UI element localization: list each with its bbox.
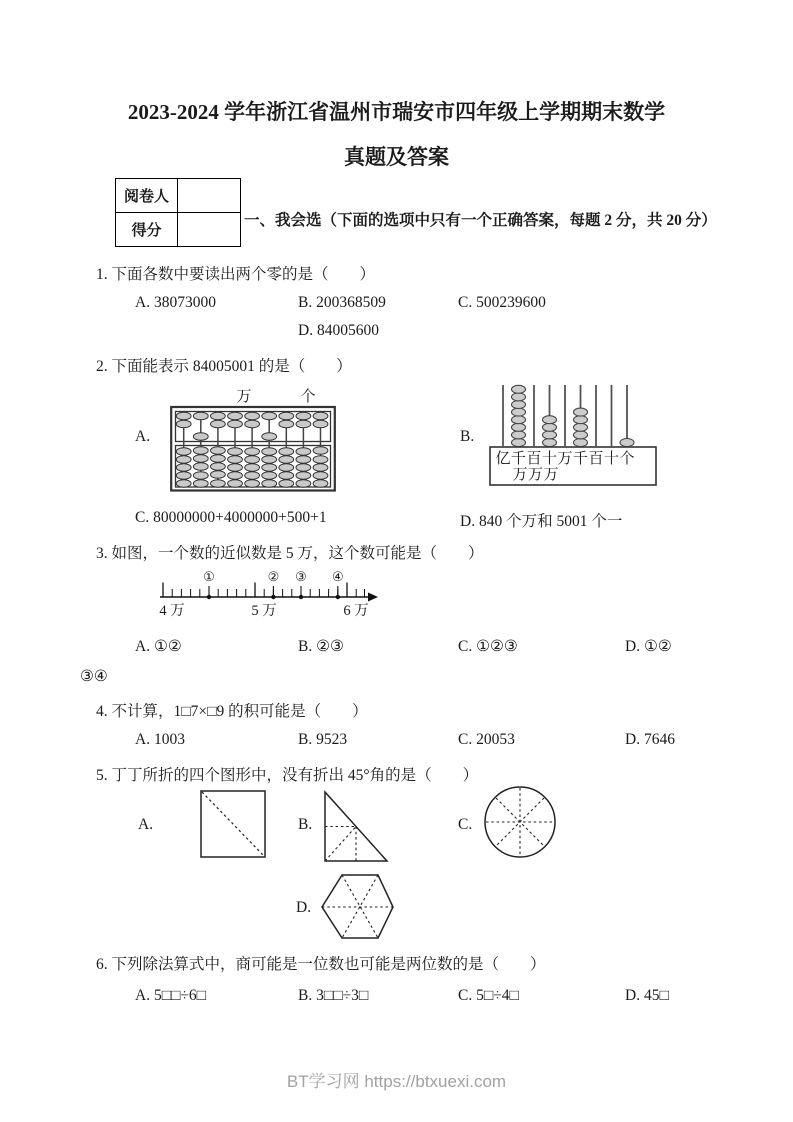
q6-option-a: A. 5□□÷6□ (135, 987, 207, 1004)
svg-text:十: 十 (541, 451, 558, 467)
abacus-a-figure (170, 385, 336, 492)
score-label: 得分 (116, 213, 178, 246)
q4-option-d: D. 7646 (625, 731, 675, 748)
svg-text:亿: 亿 (495, 451, 511, 467)
svg-text:万: 万 (557, 451, 573, 467)
svg-text:5 万: 5 万 (251, 603, 277, 619)
svg-text:个: 个 (619, 451, 635, 467)
q5-text: 5. 丁丁所折的四个图形中，没有折出 45°角的是（ ） (96, 767, 479, 784)
section-heading: 一、我会选（下面的选项中只有一个正确答案，每题 2 分，共 20 分） (244, 212, 717, 229)
svg-text:千: 千 (510, 451, 527, 467)
q5-shape-c-label: C. (458, 816, 473, 833)
q3-option-a: A. ①② (135, 638, 182, 655)
svg-text:百: 百 (588, 451, 604, 467)
svg-text:万: 万 (543, 467, 559, 483)
q6-option-c: C. 5□÷4□ (458, 987, 519, 1004)
score-table-row-grader (116, 179, 240, 212)
svg-text:千: 千 (572, 451, 589, 467)
svg-text:4 万: 4 万 (159, 603, 185, 619)
q1-option-c: C. 500239600 (458, 294, 546, 311)
square-fold-figure (199, 789, 267, 860)
score-table (115, 178, 241, 247)
q5-shape-d-label: D. (296, 899, 312, 916)
svg-text:万: 万 (527, 467, 544, 483)
triangle-fold-figure (322, 789, 390, 864)
q1-text: 1. 下面各数中要读出两个零的是（ ） (96, 266, 376, 283)
svg-text:百: 百 (526, 451, 542, 467)
q3-option-b: B. ②③ (298, 638, 344, 655)
svg-text:②: ② (267, 570, 280, 584)
svg-text:万: 万 (512, 467, 528, 483)
q6-text: 6. 下列除法算式中，商可能是一位数也可能是两位数的是（ ） (96, 956, 546, 973)
q1-option-a: A. 38073000 (135, 294, 216, 311)
q3-option-c: C. ①②③ (458, 638, 518, 655)
q2-option-c: C. 80000000+4000000+500+1 (135, 509, 327, 526)
grader-label: 阅卷人 (116, 179, 178, 212)
abacus-a-beads (176, 412, 328, 487)
q1-option-b: B. 200368509 (298, 294, 386, 311)
number-line-figure (150, 570, 382, 622)
q6-option-d: D. 45□ (625, 987, 669, 1004)
abacus-b-beads (503, 385, 634, 447)
q3-option-d: D. ①② (625, 638, 672, 655)
q5-shape-b-label: B. (298, 816, 313, 833)
square-fold-line (202, 792, 264, 856)
page-title-line1: 2023-2024 学年浙江省温州市瑞安市四年级上学期期末数学 (127, 100, 666, 124)
q4-text: 4. 不计算，1□7×□9 的积可能是（ ） (96, 703, 368, 720)
q3-text: 3. 如图，一个数的近似数是 5 万，这个数可能是（ ） (96, 545, 484, 562)
score-value-cell (178, 213, 240, 246)
footer-watermark: BT学习网 https://btxuexi.com (286, 1072, 507, 1091)
svg-text:6 万: 6 万 (343, 603, 369, 619)
abacus-b-figure (487, 383, 659, 490)
q5-shape-a-label: A. (138, 816, 154, 833)
abacus-a-ge-label: 个 (300, 389, 316, 405)
q3-option-d-overflow: ③④ (80, 668, 108, 685)
abacus-a-wan-label: 万 (236, 389, 252, 405)
number-line-graphics (159, 570, 378, 619)
grader-value-cell (178, 179, 240, 212)
circle-fold-figure (483, 785, 557, 859)
q2-option-d: D. 840 个万和 5001 个一 (460, 513, 623, 530)
hexagon-fold-figure (320, 872, 396, 941)
svg-text:①: ① (203, 570, 215, 584)
page-title-line2: 真题及答案 (344, 145, 449, 169)
q4-option-c: C. 20053 (458, 731, 515, 748)
svg-text:③: ③ (295, 570, 307, 584)
q6-option-b: B. 3□□÷3□ (298, 987, 369, 1004)
q1-option-d: D. 84005600 (298, 322, 379, 339)
svg-text:十: 十 (603, 451, 620, 467)
abacus-b-place-labels (495, 450, 634, 483)
q2-abacus-a-label: A. (135, 428, 151, 445)
score-table-row-score (116, 212, 240, 246)
q4-option-b: B. 9523 (298, 731, 348, 748)
q2-abacus-b-label: B. (460, 428, 475, 445)
q4-option-a: A. 1003 (135, 731, 185, 748)
svg-text:④: ④ (331, 570, 344, 584)
triangle-fold-line-diag (325, 827, 356, 862)
q2-text: 2. 下面能表示 84005001 的是（ ） (96, 358, 352, 375)
